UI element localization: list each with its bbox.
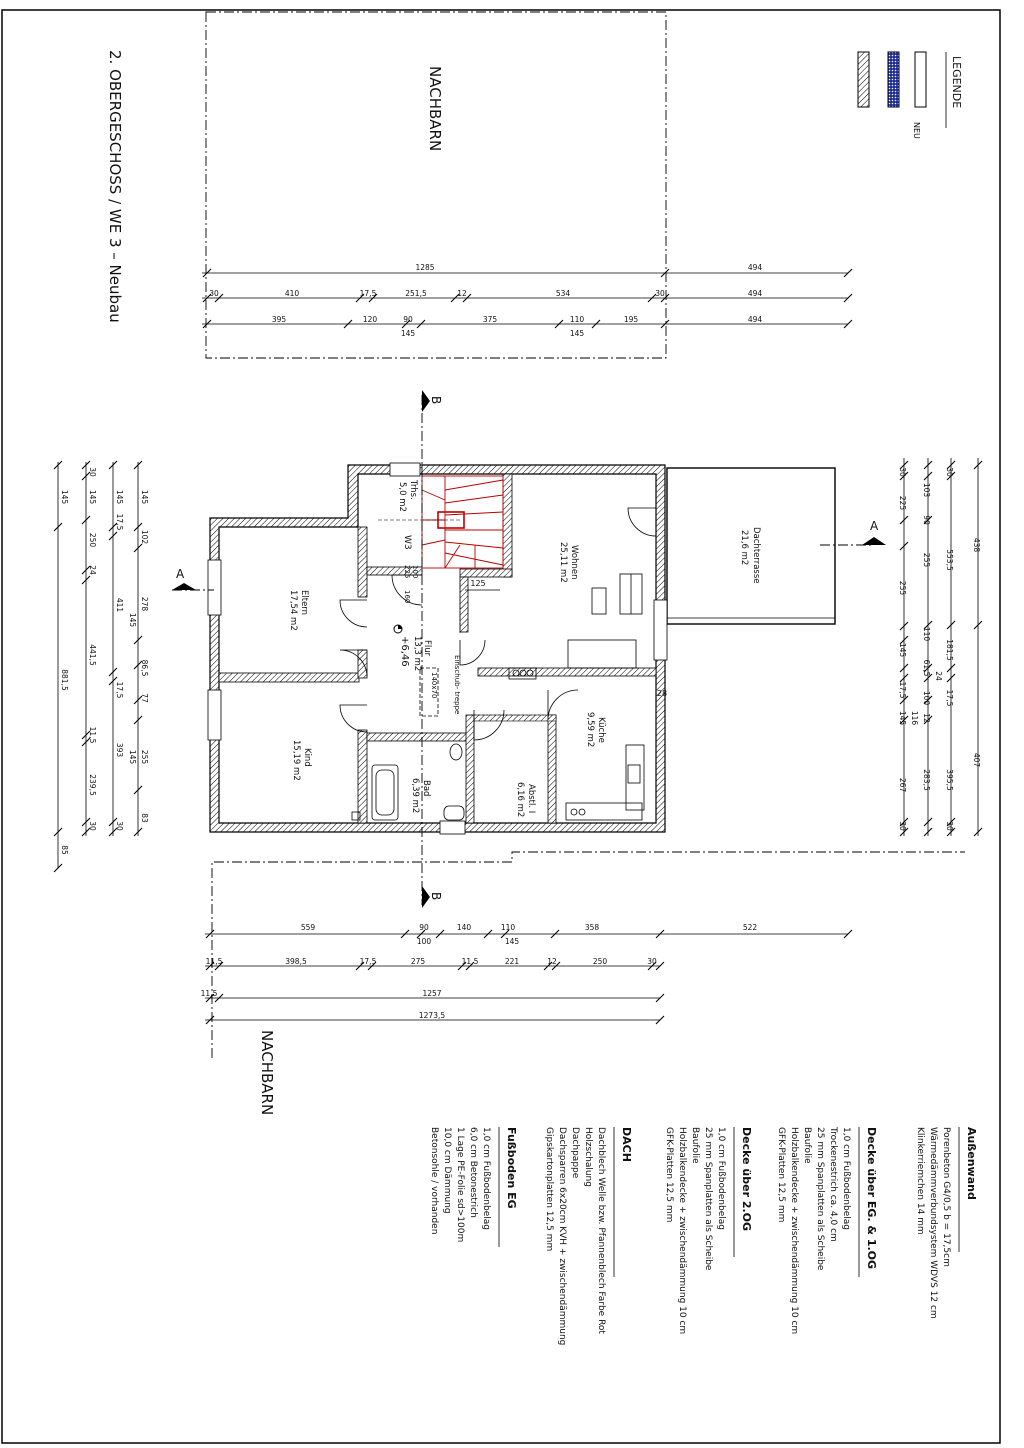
section-a-left-icon <box>172 583 196 590</box>
annotations <box>402 535 667 714</box>
dim-bot1-6: 358 <box>584 923 600 932</box>
dim-top3-3: 145 <box>400 329 416 338</box>
dim-bot1-2: 100 <box>416 937 432 946</box>
room-eltern-area: 17,54 m2 <box>288 590 298 631</box>
stair-dim-3: 160 <box>403 590 411 604</box>
spec-dach-line-4: Gipskartonplatten 12,5 mm <box>544 1127 554 1252</box>
dim-li-0: 145 <box>115 489 124 505</box>
section-b-top-icon <box>422 390 430 412</box>
dim-lm-5: 11,5 <box>88 726 97 744</box>
dim-lm-1: 145 <box>88 489 97 505</box>
spec-decke-2og-line-2: Baufolie <box>690 1127 700 1164</box>
dim-lo-2: 85 <box>60 845 69 855</box>
dim-rn-1: 225 <box>898 495 907 511</box>
room-flur-area: 13,3 m2 <box>412 636 422 672</box>
legend-swatch-insulation <box>888 52 899 107</box>
dim-bot2-8: 30 <box>647 957 657 966</box>
terrace-outline <box>667 468 835 624</box>
dim-bot1-4: 110 <box>500 923 516 932</box>
spec-decke-eg <box>776 1126 878 1334</box>
dim-ln-1: 102 <box>140 529 149 545</box>
room-wohnen-area: 25,11 m2 <box>558 542 568 583</box>
dim-top3-2: 90 <box>403 315 413 324</box>
spec-fussboden-line-1: 6,0 cm Betonestrich <box>468 1127 478 1218</box>
legend-swatch-existing <box>858 52 869 107</box>
dim-bot1-1: 90 <box>419 923 429 932</box>
dim-ln-6: 145 <box>128 749 137 765</box>
dim-top2-7: 494 <box>747 289 763 298</box>
legend <box>858 52 963 139</box>
room-wohnen-name: Wohnen <box>569 545 579 580</box>
spec-decke-eg-line-5: GFK-Platten 12,5 mm <box>776 1127 786 1223</box>
room-trhs-name: Trhs. <box>408 480 418 500</box>
spec-fussboden-heading: Fußboden EG <box>505 1127 518 1209</box>
dim-lm-2: 250 <box>88 532 97 548</box>
spec-dach-line-3: Dachsparren 6x20cm KVH + zwischendämmung <box>557 1127 567 1346</box>
dim-ln-7: 255 <box>140 749 149 765</box>
dim-ri-3: 110 <box>922 626 931 642</box>
dimension-lines <box>58 273 978 1020</box>
window-stair <box>390 463 420 476</box>
legend-title: LEGENDE <box>950 56 963 109</box>
spec-dach-line-0: Dachblech Welle bzw. Pfannenblech Farbe Rot <box>596 1127 606 1334</box>
dim-lo-0: 145 <box>60 489 69 505</box>
neighbor-top <box>206 12 666 358</box>
dim-ln-2: 278 <box>140 596 149 612</box>
dim-bot2-6: 12 <box>547 957 557 966</box>
stair-dim-1: 100 <box>411 565 419 579</box>
spec-decke-2og <box>664 1127 753 1334</box>
dim-ri-6: 100 <box>922 690 931 706</box>
dim-lo-1: 881,5 <box>60 669 69 691</box>
window-west <box>208 560 221 615</box>
dim-top1-1: 494 <box>747 263 763 272</box>
dim-lm-0: 30 <box>88 467 97 477</box>
legend-label-new: NEU <box>912 122 921 139</box>
dim-ln-4: 86,5 <box>140 659 149 677</box>
dim-top3-1: 120 <box>362 315 378 324</box>
dim-top3-0: 395 <box>271 315 287 324</box>
spec-aussenwand <box>915 1127 978 1319</box>
dim-lm-4: 441,5 <box>88 644 97 666</box>
dim-bot4-0: 1273,5 <box>418 1011 446 1020</box>
dimension-ticks <box>54 269 982 1024</box>
dim-top3-8: 494 <box>747 315 763 324</box>
room-flur-name: Flur <box>422 640 432 657</box>
dim-bot1-0: 559 <box>300 923 316 932</box>
dim-ri-8: 283,5 <box>922 769 931 791</box>
dim-rn-7: 267 <box>898 777 907 793</box>
window-bad <box>440 821 465 834</box>
spec-dach <box>544 1127 633 1345</box>
spec-decke-2og-heading: Decke über 2.OG <box>740 1127 753 1232</box>
dim-rm-1: 553,5 <box>945 549 954 571</box>
legend-swatch-new <box>915 52 926 107</box>
dim-bot2-3: 275 <box>410 957 426 966</box>
stair-dim-2: 225 <box>403 565 411 579</box>
dim-ri-2: 255 <box>922 552 931 568</box>
dim-top3-4: 375 <box>482 315 498 324</box>
spec-decke-2og-line-1: 25 mm Spanplatten als Scheibe <box>703 1127 713 1271</box>
stair-landing-dim: 125 <box>470 579 486 588</box>
dim-bot2-4: 11,5 <box>461 957 479 966</box>
spec-aussenwand-line-2: Klinkerriemchen 14 mm <box>915 1127 925 1235</box>
dim-ln-3: 145 <box>128 612 137 628</box>
dim-rm-0: 30 <box>945 467 954 477</box>
dim-ri-7: 12 <box>922 713 931 723</box>
spec-decke-eg-line-4: Holzbalkendecke + zwischendämmung 10 cm <box>789 1127 799 1335</box>
dim-ri-0: 103 <box>922 482 931 498</box>
room-kind-name: Kind <box>302 748 312 767</box>
dim-bot2-1: 398,5 <box>285 957 307 966</box>
dim-rn-5: 145 <box>898 710 907 726</box>
dim-li-1: 17,5 <box>115 513 124 531</box>
dim-bot1-3: 140 <box>456 923 472 932</box>
spec-decke-2og-line-4: GFK-Platten 12,5 mm <box>664 1127 674 1223</box>
w3-label: W3 <box>402 535 412 550</box>
dim-rm-2: 181,5 <box>945 639 954 661</box>
dim-top3-6: 145 <box>569 329 585 338</box>
spec-decke-eg-line-1: Trockenestrich ca. 4,0 cm <box>828 1127 838 1242</box>
dim-ri-5: 24 <box>934 671 943 681</box>
dim-ri-4: 61,5 <box>922 659 931 677</box>
dim-top2-4: 12 <box>457 289 467 298</box>
dim-li-4: 393 <box>115 742 124 758</box>
dim-top2-5: 534 <box>555 289 571 298</box>
section-b-bottom-icon <box>422 886 430 908</box>
dim-li-2: 411 <box>115 597 124 613</box>
dim-rm-5: 30 <box>945 821 954 831</box>
room-bad-name: Bad <box>421 780 431 797</box>
window-wohnen <box>654 600 667 660</box>
dim-top2-3: 251,5 <box>405 289 427 298</box>
section-a-left-label: A <box>176 567 185 581</box>
room-trhs-area: 5,0 m2 <box>397 482 407 512</box>
section-b-top-label: B <box>429 396 443 405</box>
room-kind-area: 15,19 m2 <box>291 740 301 781</box>
dim-bot1-7: 522 <box>742 923 758 932</box>
dim-li-3: 17,5 <box>115 681 124 699</box>
section-a-right-icon <box>862 537 886 545</box>
room-kueche-area: 9,59 m2 <box>585 712 595 748</box>
spec-decke-eg-line-3: Baufolie <box>802 1127 812 1164</box>
dim-rn-3: 145 <box>898 642 907 658</box>
sofa <box>568 640 636 668</box>
dim-bot2-0: 11,5 <box>205 957 223 966</box>
neighbor-top-label: NACHBARN <box>426 66 444 152</box>
spec-fussboden-line-4: Betonsohle / vorhanden <box>429 1127 439 1235</box>
room-dachterrasse-area: 21,6 m2 <box>739 530 749 566</box>
room-abstl-area: 6,16 m2 <box>515 782 525 818</box>
section-b-bottom-label: B <box>429 892 443 901</box>
einschub-size: 140x70 <box>430 672 438 699</box>
spec-fussboden-line-2: 1 Lage PE-Folie sd>100m <box>455 1127 465 1243</box>
spec-dach-heading: DACH <box>620 1127 633 1162</box>
dim-rn-6: 116 <box>910 710 919 726</box>
dim-ri-1: 90 <box>922 515 931 525</box>
dim-top2-1: 410 <box>284 289 300 298</box>
dim-28: 28 <box>656 689 668 698</box>
dim-bot2-7: 250 <box>592 957 608 966</box>
dim-rn-2: 255 <box>898 580 907 596</box>
dim-top2-6: 30 <box>655 289 665 298</box>
dim-ln-5: 77 <box>140 693 149 703</box>
spec-decke-eg-line-2: 25 mm Spanplatten als Scheibe <box>815 1127 825 1271</box>
room-kueche-name: Küche <box>596 717 606 743</box>
neighbor-bottom-label: NACHBARN <box>258 1030 276 1116</box>
dim-rm-3: 17,5 <box>945 689 954 707</box>
dimension-text <box>60 263 981 1020</box>
dim-ln-8: 83 <box>140 813 149 823</box>
dim-rn-4: 17,5 <box>898 681 907 699</box>
dim-top1-0: 1285 <box>415 263 435 272</box>
dim-rm-4: 395,5 <box>945 769 954 791</box>
staircase <box>422 476 503 568</box>
dim-bot1-5: 145 <box>504 937 520 946</box>
dim-bot3-1: 1257 <box>422 989 442 998</box>
room-dachterrasse-name: Dachterrasse <box>751 527 761 584</box>
dim-bot2-5: 221 <box>504 957 520 966</box>
sheet-title: 2. OBERGESCHOSS / WE 3 – Neubau <box>106 50 124 323</box>
spec-fussboden-line-0: 1,0 cm Fußbodenbelag <box>481 1127 491 1230</box>
spec-aussenwand-line-0: Porenbeton G4/0,5 b = 17,5cm <box>941 1127 951 1267</box>
spec-decke-2og-line-3: Holzbalkendecke + zwischendämmung 10 cm <box>677 1127 687 1335</box>
dim-lm-6: 239,5 <box>88 774 97 796</box>
spec-dach-line-1: Holzschalung <box>583 1127 593 1187</box>
room-flur-level: +6,46 <box>399 636 410 667</box>
dim-lm-7: 30 <box>88 821 97 831</box>
dim-rn-0: 30 <box>898 467 907 477</box>
dim-bot2-2: 17,5 <box>359 957 377 966</box>
spec-fussboden <box>429 1127 518 1247</box>
spec-fussboden-line-3: 10,0 cm Dämmung <box>442 1127 452 1214</box>
dim-rn-8: 30 <box>898 821 907 831</box>
room-abstl-name: Abstl. I <box>526 784 536 814</box>
specifications <box>429 1126 978 1345</box>
section-a-right-label: A <box>870 519 879 533</box>
dim-ro-0: 438 <box>972 537 981 553</box>
spec-decke-eg-heading: Decke über EG. & 1.OG <box>865 1127 878 1270</box>
dim-ro-1: 407 <box>972 752 981 768</box>
window-kind <box>208 690 221 740</box>
spec-dach-line-2: Dachpappe <box>570 1127 580 1179</box>
spec-aussenwand-line-1: Wärmedämmverbundsystem WDVS 12 cm <box>928 1127 938 1319</box>
dim-bot3-0: 11,5 <box>200 989 218 998</box>
spec-decke-2og-line-0: 1,0 cm Fußbodenbelag <box>716 1127 726 1230</box>
spec-decke-eg-line-0: 1,0 cm Fußbodenbelag <box>841 1127 851 1230</box>
dim-top3-7: 195 <box>623 315 639 324</box>
dim-ln-0: 145 <box>140 489 149 505</box>
dim-top3-5: 110 <box>569 315 585 324</box>
spec-aussenwand-heading: Außenwand <box>965 1127 978 1200</box>
room-bad-area: 6,39 m2 <box>410 778 420 814</box>
room-eltern-name: Eltern <box>299 590 309 616</box>
dim-top2-2: 17,5 <box>359 289 377 298</box>
neighbor-bottom <box>212 852 965 1115</box>
dim-top2-0: 30 <box>209 289 219 298</box>
dim-lm-3: 24 <box>88 565 97 575</box>
einschub-label: Einschub- treppe <box>453 655 461 715</box>
building <box>208 463 835 834</box>
dim-li-5: 30 <box>115 821 124 831</box>
